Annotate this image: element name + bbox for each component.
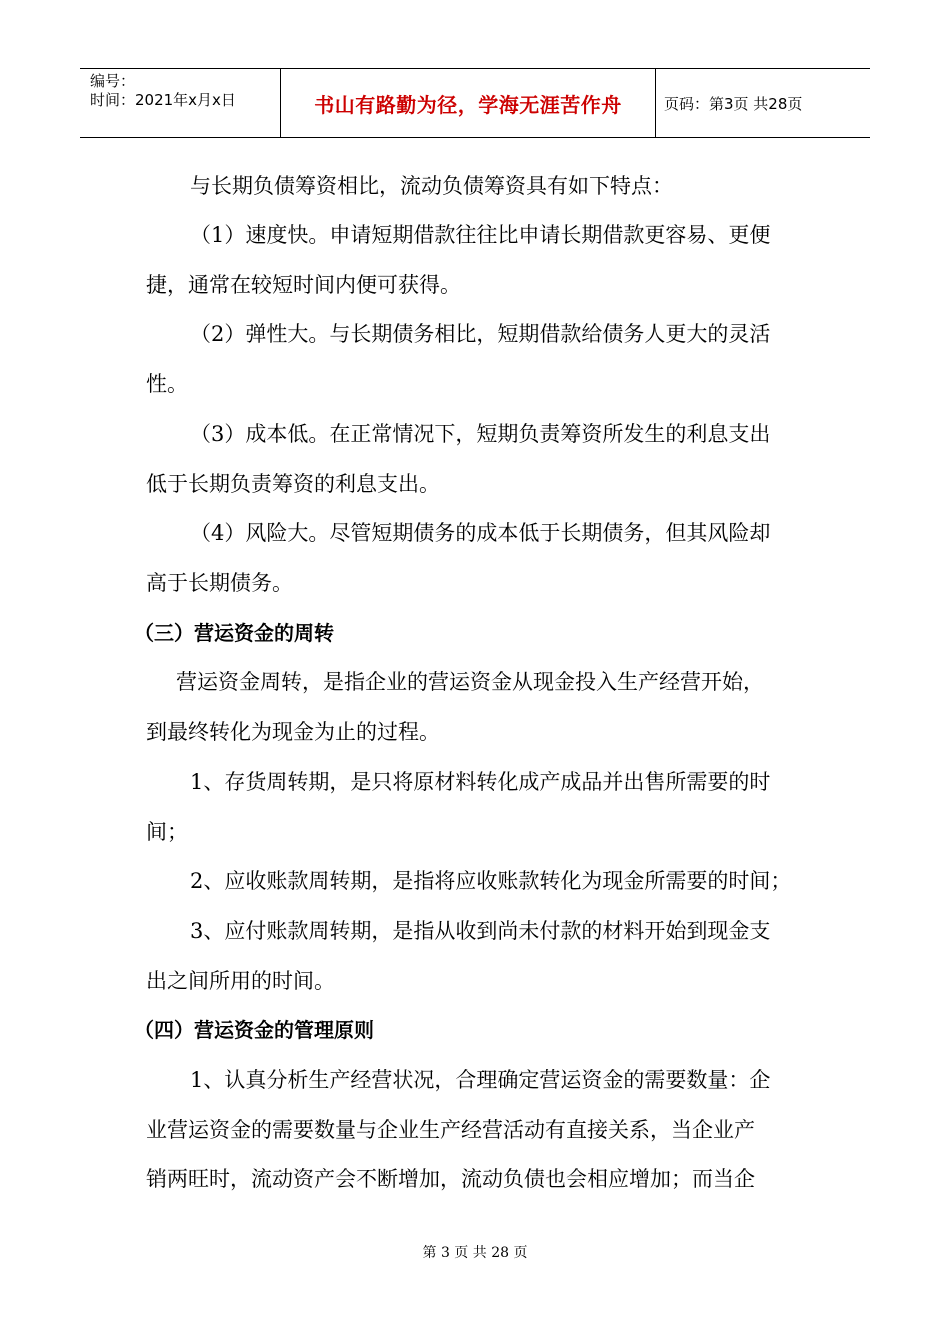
number-label: 编号： bbox=[90, 72, 136, 90]
paragraph-line: 与长期负债筹资相比，流动负债筹资具有如下特点： bbox=[190, 174, 673, 198]
paragraph-line: 低于长期负责筹资的利息支出。 bbox=[146, 472, 440, 496]
paragraph-line: 捷，通常在较短时间内便可获得。 bbox=[146, 273, 461, 297]
paragraph-line: 业营运资金的需要数量与企业生产经营活动有直接关系，当企业产 bbox=[146, 1118, 755, 1142]
paragraph-line: （4）风险大。尽管短期债务的成本低于长期债务，但其风险却 bbox=[190, 521, 771, 545]
paragraph-line: 高于长期债务。 bbox=[146, 571, 293, 595]
page-footer: 第 3 页 共 28 页 bbox=[422, 1245, 528, 1261]
paragraph-line: 间； bbox=[146, 820, 188, 844]
paragraph-line: 性。 bbox=[146, 372, 188, 396]
motto-text: 书山有路勤为径，学海无涯苦作舟 bbox=[314, 92, 622, 117]
section-heading: （三）营运资金的周转 bbox=[134, 621, 334, 645]
time-label: 时间：2021年x月x日 bbox=[90, 91, 236, 109]
header-info-cell bbox=[80, 69, 280, 137]
paragraph-line: （3）成本低。在正常情况下，短期负责筹资所发生的利息支出 bbox=[190, 422, 771, 446]
paragraph-line: 1、存货周转期，是只将原材料转化成产成品并出售所需要的时 bbox=[190, 770, 771, 794]
page-code: 页码：第3页 共28页 bbox=[664, 94, 803, 113]
paragraph-line: （2）弹性大。与长期债务相比，短期借款给债务人更大的灵活 bbox=[190, 322, 771, 346]
paragraph-line: 销两旺时，流动资产会不断增加，流动负债也会相应增加；而当企 bbox=[146, 1167, 755, 1191]
paragraph-line: 出之间所用的时间。 bbox=[146, 969, 335, 993]
paragraph-line: 营运资金周转，是指企业的营运资金从现金投入生产经营开始， bbox=[176, 670, 764, 694]
document-header bbox=[80, 68, 870, 138]
paragraph-line: 2、应收账款周转期，是指将应收账款转化为现金所需要的时间； bbox=[190, 869, 792, 893]
paragraph-line: （1）速度快。申请短期借款往往比申请长期借款更容易、更便 bbox=[190, 223, 771, 247]
paragraph-line: 1、认真分析生产经营状况，合理确定营运资金的需要数量：企 bbox=[190, 1068, 771, 1092]
header-page-cell bbox=[656, 69, 870, 137]
paragraph-line: 到最终转化为现金为止的过程。 bbox=[146, 720, 440, 744]
paragraph-line: 3、应付账款周转期，是指从收到尚未付款的材料开始到现金支 bbox=[190, 919, 771, 943]
header-motto-cell bbox=[280, 69, 656, 137]
section-heading: （四）营运资金的管理原则 bbox=[134, 1018, 374, 1042]
